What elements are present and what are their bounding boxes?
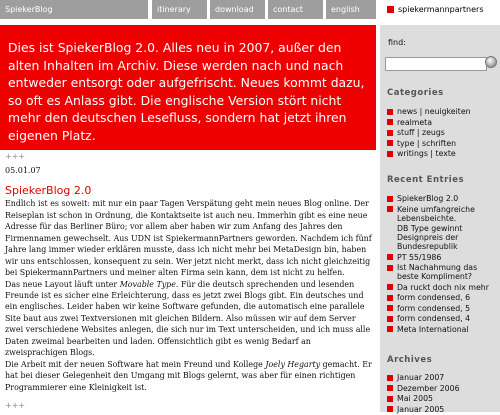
recent-entry-label: Meta International [397,324,469,334]
red-square-icon [387,109,393,115]
intro-text: Dies ist SpiekerBlog 2.0. Alles neu in 2007, außer den alten Inhalten im Archiv. Diese werden nach und nach entweder entsorgt oder aufgefrischt. Neues kommt dazu, so oft es Anlass gibt. Die englische Version stört nicht mehr den deutschen Lesefluss, sondern hat jetzt ihren eigenen Platz. [8,40,365,143]
red-square-icon [387,375,393,381]
recent-entry-label: DB Type gewinnt Designpreis der Bundesrepublik [397,224,463,251]
nav-english[interactable]: english [326,0,376,19]
archive-item-1[interactable] [387,384,499,393]
software-name: Movable Type [119,279,176,289]
category-item-label: news | neuigkeiten [397,107,471,116]
archive-item-label: Mai 2005 [397,394,433,403]
red-square-icon [387,406,393,412]
separator-top: +++ [5,152,26,161]
recent-entry-7[interactable] [387,304,499,313]
search-button[interactable] [485,56,497,68]
text: . Für die deutsch sprechenden und lesenden Freunde ist es sicher eine Erleichterung, dass es jetzt zwei Blogs gibt. Ein deutsches und ein englisches. Leider haben wir keine Software gefunden, die automatisch eine parallele Site baut aus zwei Textversionen mit gleichen Bildern. Also müssen wir auf dem Server zwei verschiedene Websites anlegen, die sich nur im Text unterscheiden, und ich muss alle Daten zweimal bearbeiten und laden. Offensichtlich gibt es wenig Bedarf an zweisprachigen Blogs. [5,279,371,358]
recent-entry-label: form condensed, 4 [397,314,471,323]
intro-banner [0,25,376,150]
text: Die Arbeit mit der neuen Software hat mein Freund und Kollege [5,359,266,369]
recent-entry-2[interactable] [387,224,499,251]
red-square-icon [387,316,393,322]
search-input[interactable] [385,57,487,71]
red-square-icon [387,151,393,157]
red-square-icon [387,326,393,332]
recent-entry-4[interactable] [387,263,499,281]
recent-entry-5[interactable] [387,283,499,292]
category-item-2[interactable] [387,128,499,137]
archives-heading: Archives [387,355,433,365]
text: gemacht. Er hat bei dieser Gelegenheit den Umgang mit Blogs gelernt, was aber für einen richtigen Programmierer eine Kleinigkeit ist. [5,359,372,392]
post-paragraph-1: Endlich ist es soweit: mit nur ein paar Tagen Verspätung geht mein neues Blog online. Der Reiseplan ist schon in Ordnung, die Kontaktseite ist auch neu. Immerhin gibt es eine neue Adresse für das Berliner Büro; vor allem aber haben wir zum Anfang des Jahres den Firmennamen gewechselt. Aus UDN ist SpiekermannPartners geworden. Nachdem ich fünf Jahre lang immer wieder erklären musste, dass ich nicht mehr bei MetaDesign bin, haben wir uns entschlossen, konsequent zu sein. Wer jetzt nicht merkt, dass ich nicht gleichzeitig bei SpiekermannPartners und meiner alten Firma sein kann, dem ist nicht zu helfen. [5,199,372,278]
recent-entry-label: SpiekerBlog 2.0 [397,194,459,203]
find-label: find: [388,38,406,47]
nav-itinerary[interactable]: itinerary [152,0,207,19]
red-square-icon [387,396,393,402]
nav-spiekerblog[interactable]: SpiekerBlog [0,0,148,19]
top-navigation [0,0,500,21]
red-square-icon [387,284,393,290]
red-square-icon [387,305,393,311]
recent-entry-label: form condensed, 5 [397,303,471,313]
category-item-label: realmeta [397,117,433,127]
post-title[interactable]: SpiekerBlog 2.0 [5,183,92,197]
red-square-icon [387,196,393,202]
blog-post [5,151,373,412]
archive-item-2[interactable] [387,394,499,403]
categories-heading: Categories [387,88,444,98]
red-square-icon [387,295,393,301]
archive-item-label: Januar 2007 [397,373,445,382]
red-square-icon [387,140,393,146]
recent-entry-label: Ist Nachahmung das beste Kompliment? [397,263,478,281]
archive-item-label: Januar 2005 [397,404,445,414]
sidebar [380,25,500,412]
categories-list [387,107,499,160]
recent-entry-9[interactable] [387,325,499,334]
recent-entries-heading: Recent Entries [387,175,465,185]
nav-partner-label: spiekermannpartners [398,5,484,14]
red-square-icon [387,206,393,212]
recent-entry-3[interactable] [387,253,499,262]
recent-entry-label: form condensed, 6 [397,293,471,302]
recent-entry-6[interactable] [387,293,499,302]
category-item-0[interactable] [387,107,499,116]
recent-entry-label: PT 55/1986 [397,252,442,262]
red-square-icon [387,265,393,271]
category-item-label: type | schriften [397,138,457,148]
separator-bottom: +++ [5,401,26,411]
category-item-label: stuff | zeugs [397,128,445,137]
post-paragraph-3 [5,359,373,393]
red-square-icon [387,385,393,391]
category-item-label: writings | texte [397,149,456,158]
recent-entry-8[interactable] [387,314,499,323]
recent-entries-list [387,194,499,335]
person-name: Joely Hegarty [265,359,321,369]
archive-item-3[interactable] [387,405,499,414]
category-item-1[interactable] [387,118,499,127]
archive-item-0[interactable] [387,373,499,382]
red-square-icon [387,254,393,260]
category-item-3[interactable] [387,139,499,148]
archives-list [387,373,499,415]
recent-entry-label: Da ruckt doch nix mehr [397,282,489,292]
red-square-icon [387,6,394,13]
nav-contact[interactable]: contact [268,0,323,19]
nav-download[interactable]: download [210,0,265,19]
category-item-4[interactable] [387,149,499,158]
red-square-icon [387,130,393,136]
recent-entry-0[interactable] [387,194,499,203]
archive-item-label: Dezember 2006 [397,383,460,393]
recent-entry-1[interactable] [387,205,499,223]
post-paragraph-2 [5,279,373,359]
post-date: 05.01.07 [5,166,41,176]
nav-spiekermannpartners[interactable] [382,0,500,19]
recent-entry-label: Keine umfangreiche Lebensbeichte. [397,204,475,223]
red-square-icon [387,119,393,125]
text: Das neue Layout läuft unter [5,279,120,289]
